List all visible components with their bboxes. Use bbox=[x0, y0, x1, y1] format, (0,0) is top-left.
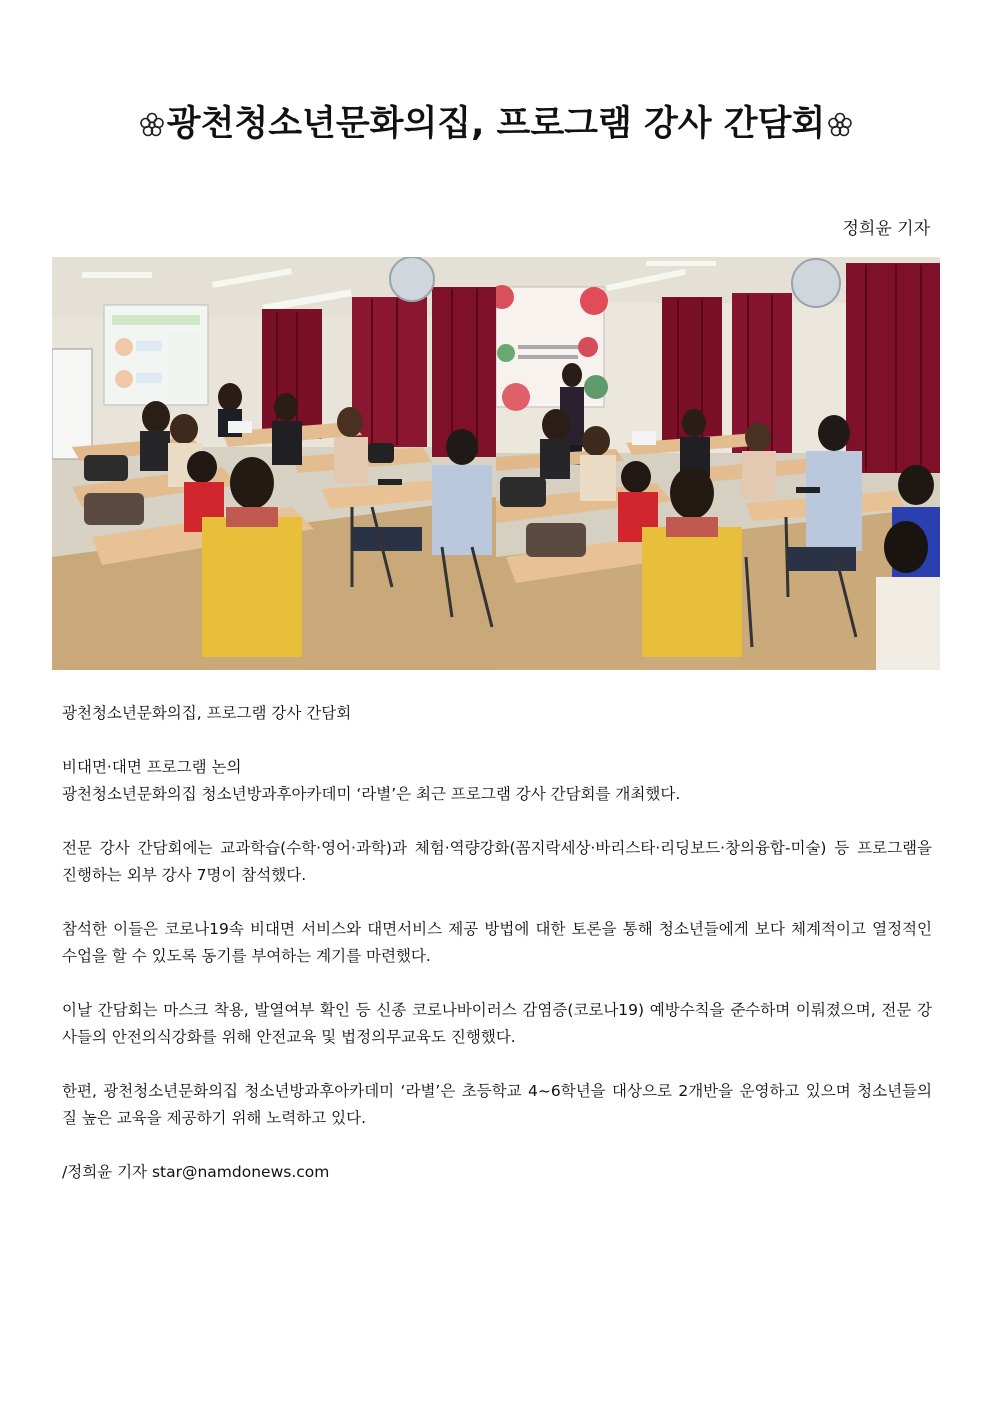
article-paragraph: 전문 강사 간담회에는 교과학습(수학·영어·과학)과 체험·역량강화(꼼지락세상·바리스타·리딩보드·창의융합-미술) 등 프로그램을 진행하는 외부 강사 7명이 참석했다. bbox=[62, 839, 932, 884]
article-paragraph: 한편, 광천청소년문화의집 청소년방과후아카데미 ‘라별’은 초등학교 4~6학년을 대상으로 2개반을 운영하고 있으며 청소년들의 질 높은 교육을 제공하기 위해 노력하고 있다. bbox=[62, 1082, 932, 1127]
flower-icon bbox=[827, 112, 853, 138]
title-text: 광천청소년문화의집, 프로그램 강사 간담회 bbox=[166, 104, 826, 144]
article-signature: /정희윤 기자 star@namdonews.com bbox=[62, 1163, 330, 1181]
article-heading: 광천청소년문화의집, 프로그램 강사 간담회 bbox=[62, 704, 352, 722]
article-paragraph: 광천청소년문화의집 청소년방과후아카데미 ‘라별’은 최근 프로그램 강사 간담회를 개최했다. bbox=[62, 785, 681, 803]
byline: 정희윤 기자 bbox=[842, 219, 930, 239]
flower-icon bbox=[139, 112, 165, 138]
classroom-photo-right bbox=[496, 257, 940, 670]
article-subheading: 비대면·대면 프로그램 논의 bbox=[62, 758, 242, 776]
article-paragraph: 참석한 이들은 코로나19속 비대면 서비스와 대면서비스 제공 방법에 대한 토론을 통해 청소년들에게 보다 체계적이고 열정적인 수업을 할 수 있도록 동기를 부여하는 계기를 마련했다. bbox=[62, 920, 932, 965]
photo-row bbox=[52, 257, 940, 670]
article-paragraph: 이날 간담회는 마스크 착용, 발열여부 확인 등 신종 코로나바이러스 감염증(코로나19) 예방수칙을 준수하며 이뤄졌으며, 전문 강사들의 안전의식강화를 위해 안전교육 및 법정의무교육도 진행했다. bbox=[62, 1001, 932, 1046]
article-body bbox=[62, 700, 932, 1213]
article-title bbox=[0, 96, 992, 146]
classroom-photo-left bbox=[52, 257, 496, 670]
